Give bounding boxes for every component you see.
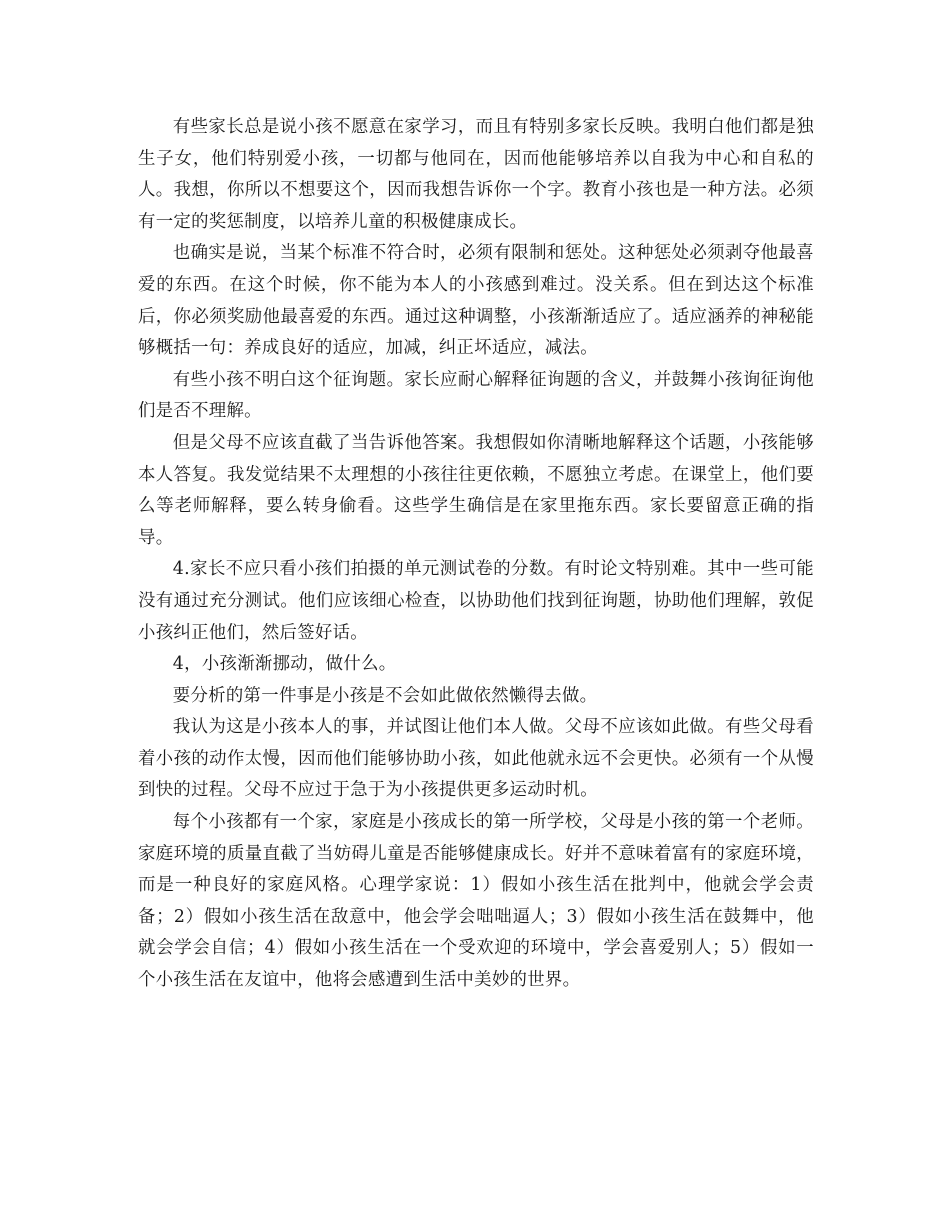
paragraph: 要分析的第一件事是小孩是不会如此做依然懒得去做。 xyxy=(172,685,598,706)
paragraph: 4.家长不应只看小孩们拍摄的单元测试卷的分数。有时论文特别难。其中一些可能没有通过充分测试。他们应该细心检查，以协助他们找到征询题，协助他们理解，敦促小孩纠正他们，然后签好话。 xyxy=(138,559,814,643)
paragraph: 但是父母不应该直截了当告诉他答案。我想假如你清晰地解释这个话题，小孩能够本人答复。我发觉结果不太理想的小孩往往更依赖，不愿独立考虑。在课堂上，他们要么等老师解释，要么转身偷看。这些学生确信是在家里拖东西。家长要留意正确的指导。 xyxy=(138,432,814,548)
paragraph: 也确实是说，当某个标准不符合时，必须有限制和惩处。这种惩处必须剥夺他最喜爱的东西。在这个时候，你不能为本人的小孩感到难过。没关系。但在到达这个标准后，你必须奖励他最喜爱的东西。通过这种调整，小孩渐渐适应了。适应涵养的神秘能够概括一句：养成良好的适应，加减，纠正坏适应，减法。 xyxy=(138,243,814,359)
document-body xyxy=(138,112,814,997)
paragraph: 我认为这是小孩本人的事，并试图让他们本人做。父母不应该如此做。有些父母看着小孩的动作太慢，因而他们能够协助小孩，如此他就永远不会更快。必须有一个从慢到快的过程。父母不应过于急于为小孩提供更多运动时机。 xyxy=(138,717,814,801)
paragraph: 每个小孩都有一个家，家庭是小孩成长的第一所学校，父母是小孩的第一个老师。家庭环境的质量直截了当妨碍儿童是否能够健康成长。好并不意味着富有的家庭环境，而是一种良好的家庭风格。心理学家说：1）假如小孩生活在批判中，他就会学会责备；2）假如小孩生活在敌意中，他会学会咄咄逼人；3）假如小孩生活在鼓舞中，他就会学会自信；4）假如小孩生活在一个受欢迎的环境中，学会喜爱别人；5）假如一个小孩生活在友谊中，他将会感遭到生活中美妙的世界。 xyxy=(138,812,814,991)
paragraph: 有些家长总是说小孩不愿意在家学习，而且有特别多家长反映。我明白他们都是独生子女，他们特别爱小孩，一切都与他同在，因而他能够培养以自我为中心和自私的人。我想，你所以不想要这个，因而我想告诉你一个字。教育小孩也是一种方法。必须有一定的奖惩制度，以培养儿童的积极健康成长。 xyxy=(138,117,814,232)
paragraph: 4，小孩渐渐挪动，做什么。 xyxy=(172,654,397,675)
paragraph: 有些小孩不明白这个征询题。家长应耐心解释征询题的含义，并鼓舞小孩询征询他们是否不理解。 xyxy=(138,369,814,422)
